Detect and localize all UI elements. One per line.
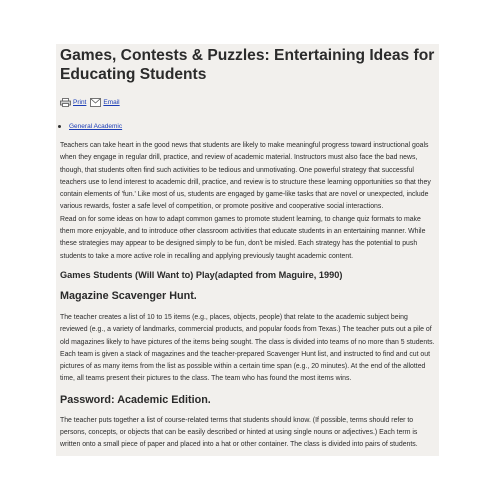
intro-paragraph-2: Read on for some ideas on how to adapt common games to promote student learning, to change quiz formats to make them more enjoyable, and to introduce other classroom activities that educate students in an entertaining manner. While these strategies may appear to be designed simply to be fun, don't be misled. Each strategy has the potential to push students to take a more active role in recalling and applying previously taught academic content. [60,215,426,260]
heading-password: Password: Academic Edition. [60,393,211,406]
intro-paragraph-1: Teachers can take heart in the good news that students are likely to make meaningful progress toward instructional goals when they engage in regular drill, practice, and review of academic material. Instructors must also face the bad news, though, that students often find such activities to be tedious and unmotivating. One powerful strategy that successful teachers use to lend interest to academic drill, practice, and review is to structure these learning opportunities so that they contain elements of 'fun.' Like most of us, students are engaged by game-like tasks that are novel or unexpected, include various rewards, foster a safe level of competition, or promote positive and cooperative social interactions. [60,142,431,211]
print-button[interactable] [60,98,86,107]
heading-magazine-scavenger-hunt: Magazine Scavenger Hunt. [60,289,197,302]
password-paragraph: The teacher puts together a list of course-related terms that students should know. (If possible, terms should refer to persons, concepts, or objects that can be easily described or hinted at using single nouns or adjectives.) Each term is written onto a small piece of paper and placed into a hat or other container. The class is divided into pairs of students. [60,416,418,449]
magazine-paragraph: The teacher creates a list of 10 to 15 items (e.g., places, objects, people) that relate to the academic subject being reviewed (e.g., a variety of landmarks, commercial products, and popular foods from Texas.) The teacher puts out a pile of old magazines likely to have pictures of the items being sought. The class is divided into teams of no more than 5 students. Each team is given a stack of magazines and the teacher-prepared Scavenger Hunt list, and instructed to find and cut out pictures of as many items from the list as possible within a certain time span (e.g., 20 minutes). At the end of the allotted time, all teams present their pictures to the class. The team who has found the most items wins. [60,313,435,383]
category-link-general-academic[interactable]: General Academic [69,122,123,130]
email-icon [90,98,101,107]
heading-games: Games Students (Will Want to) Play(adapted from Maguire, 1990) [60,269,343,280]
page-title: Games, Contests & Puzzles: Entertaining Ideas for Educating Students [60,47,435,83]
email-link[interactable]: Email [103,98,120,106]
article-actions [60,94,439,110]
printer-icon [60,98,71,107]
email-button[interactable] [90,98,119,107]
print-link[interactable]: Print [73,98,87,106]
bullet-icon [58,125,61,128]
article-page [56,44,439,456]
category-list-item [56,121,439,131]
